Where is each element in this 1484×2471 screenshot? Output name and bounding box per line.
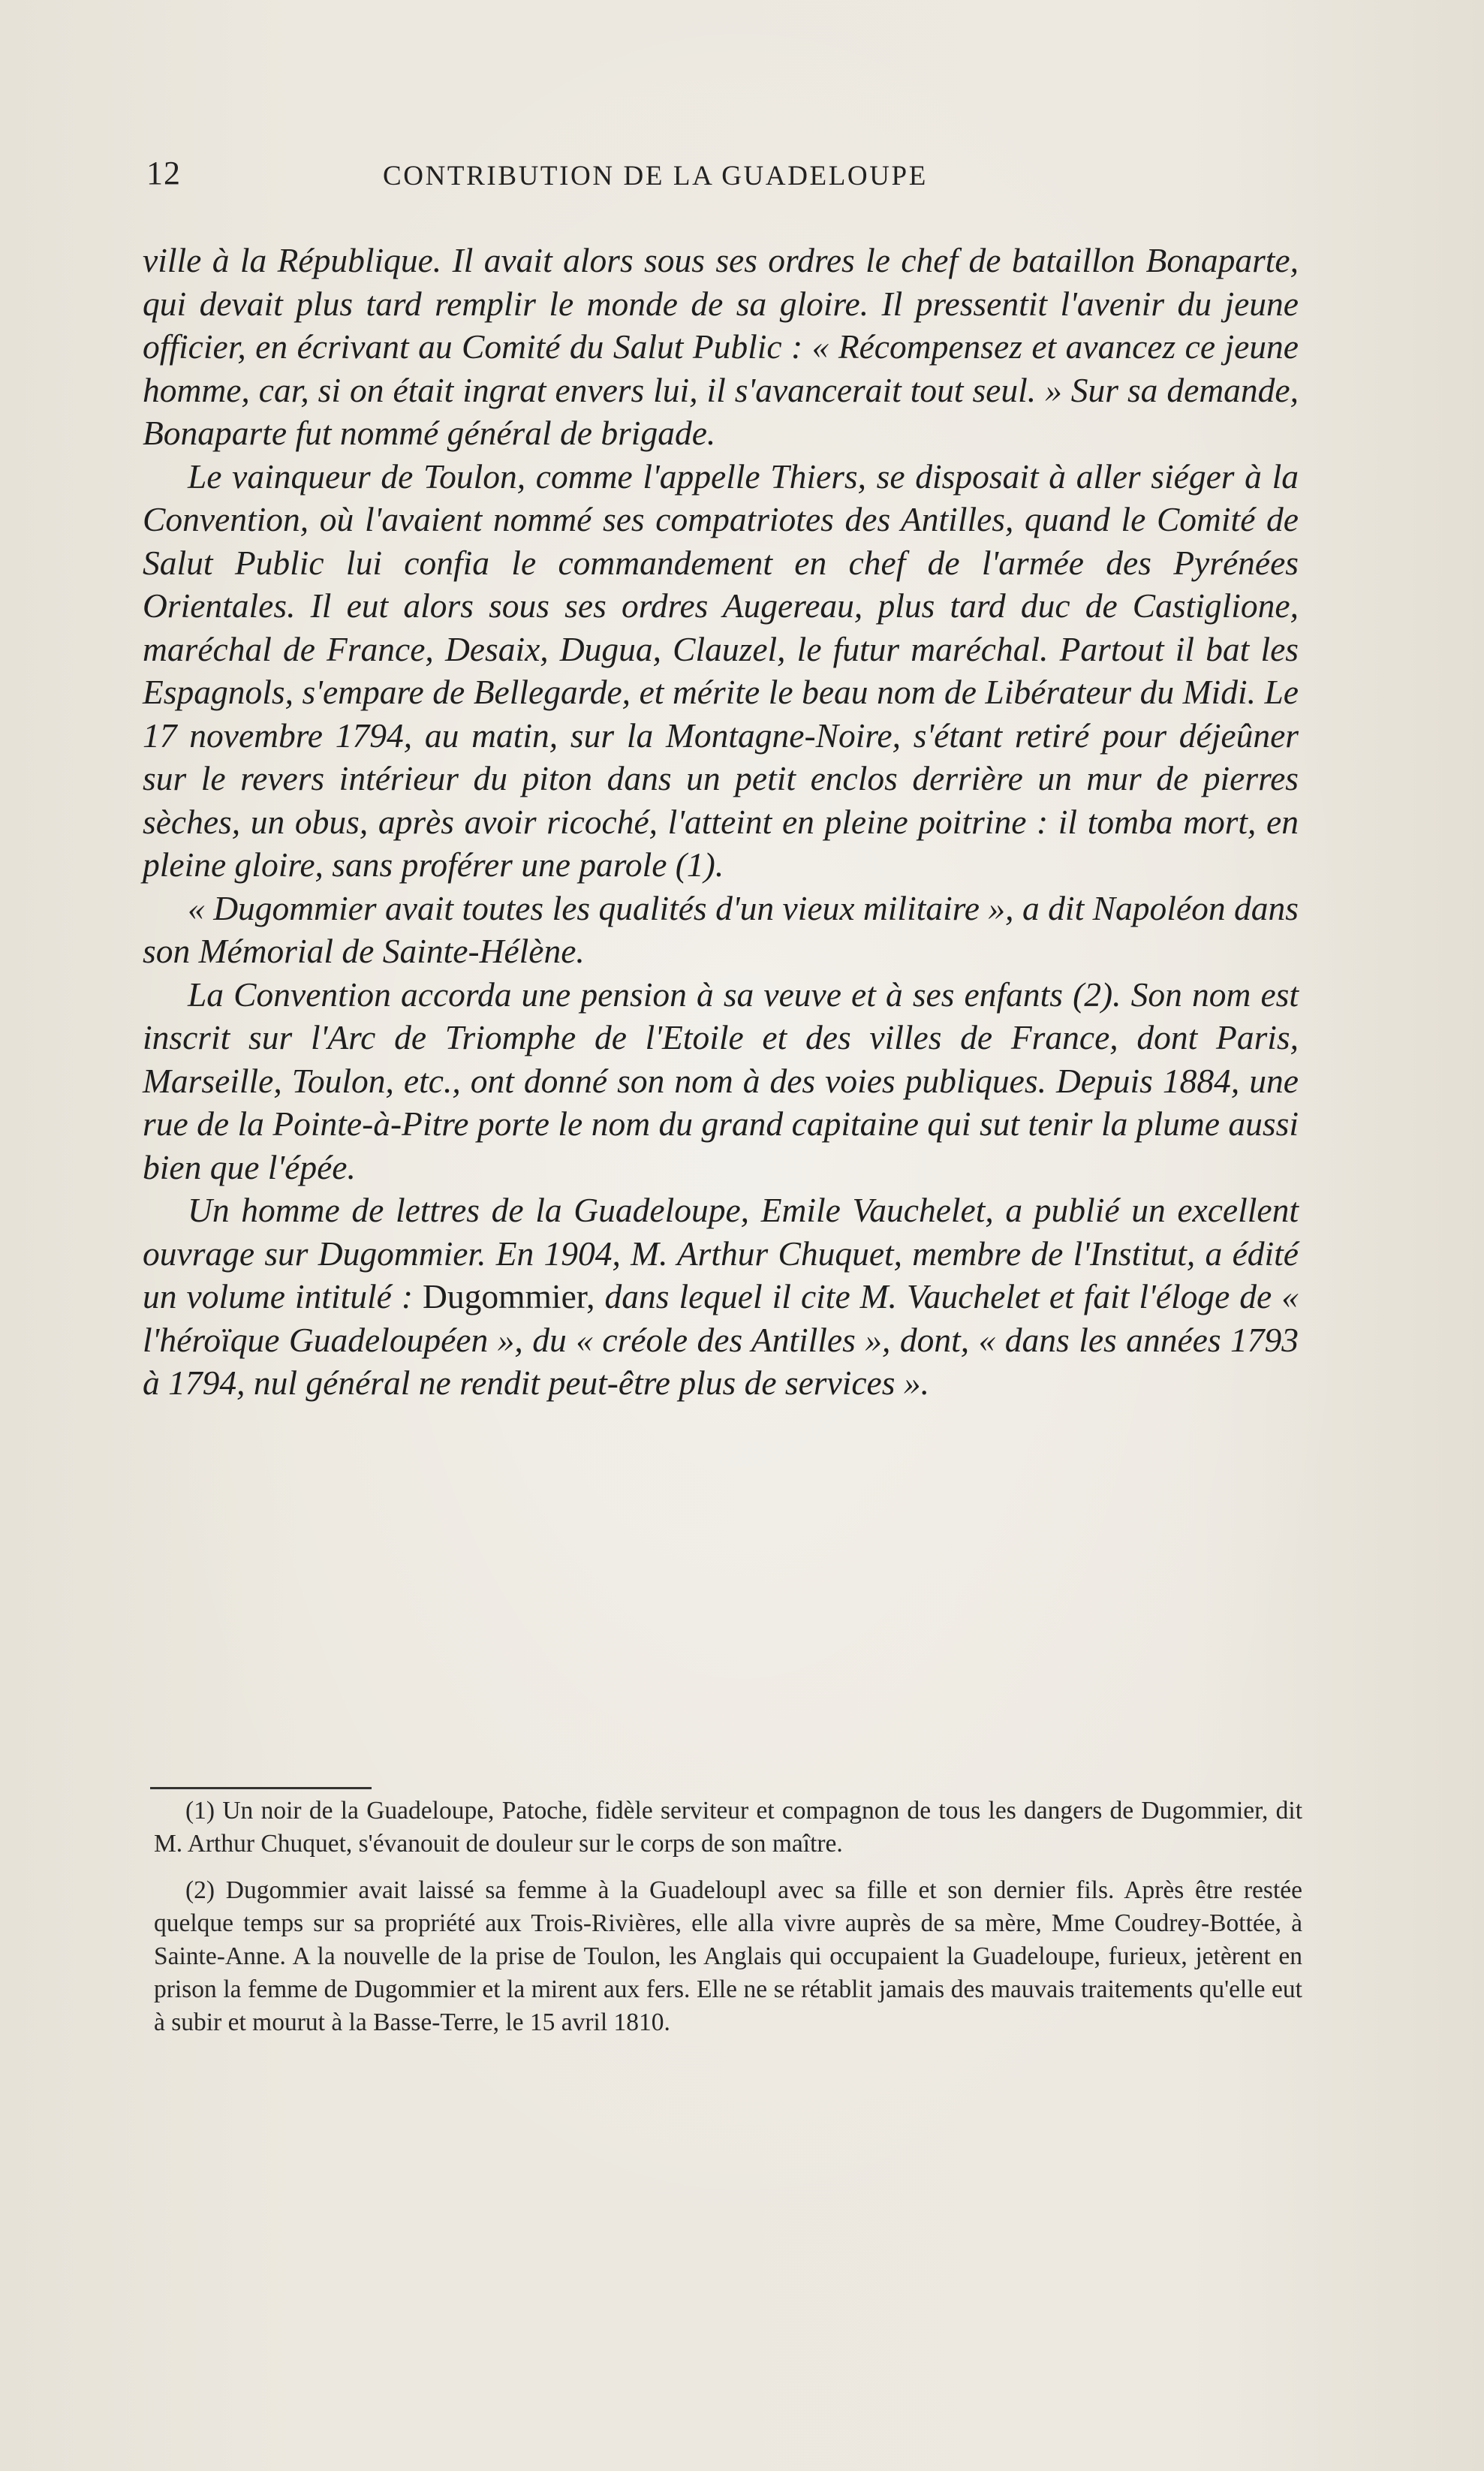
footnote-rule [150,1787,372,1789]
footnotes [154,1794,1302,2053]
page-header [146,154,1340,199]
paragraph-5-part-a: Un homme de lettres de la Guadeloupe, Emile Vauchelet, a publié un excellent ouvrage sur Dugommier. En 1904, M. Arthur Chuquet, membre de l'Institut, a édité un volume intitulé : [143,1191,1299,1315]
page-number: 12 [146,155,181,191]
paragraph-3: « Dugommier avait toutes les qualités d'un vieux militaire », a dit Napoléon dans son Mémorial de Sainte-Hélène. [143,888,1299,970]
book-title: Dugommier, [423,1277,595,1315]
paragraph-5-part-c: dans lequel il cite M. Vauchelet et fait l'éloge de « l'héroïque Guadeloupéen », du « créole des Antilles », dont, « dans les années 1793 à 1794, nul général ne rendit peut-être plus de services ». [143,1277,1299,1402]
body-text [143,239,1299,1405]
paragraph-2: Le vainqueur de Toulon, comme l'appelle Thiers, se disposait à aller siéger à la Convention, où l'avaient nommé ses compatriotes des Antilles, quand le Comité de Salut Public lui confia le commandement en chef de l'armée des Pyrénées Orientales. Il eut alors sous ses ordres Augereau, plus tard duc de Castiglione, maréchal de France, Desaix, Dugua, Clauzel, le futur maréchal. Partout il bat les Espagnols, s'empare de Bellegarde, et mérite le beau nom de Libérateur du Midi. Le 17 novembre 1794, au matin, sur la Montagne-Noire, s'étant retiré pour déjeûner sur le revers intérieur du piton dans un petit enclos derrière un mur de pierres sèches, un obus, après avoir ricoché, l'atteint en pleine poitrine : il tomba mort, en pleine gloire, sans proférer une parole (1). [143,457,1299,884]
footnote-1: (1) Un noir de la Guadeloupe, Patoche, fidèle serviteur et compagnon de tous les dangers de Dugommier, dit M. Arthur Chuquet, s'évanouit de douleur sur le corps de son maître. [154,1797,1302,1858]
paragraph-4: La Convention accorda une pension à sa veuve et à ses enfants (2). Son nom est inscrit sur l'Arc de Triomphe de l'Etoile et des villes de France, dont Paris, Marseille, Toulon, etc., ont donné son nom à des voies publiques. Depuis 1884, une rue de la Pointe-à-Pitre porte le nom du grand capitaine qui sut tenir la plume aussi bien que l'épée. [143,975,1299,1186]
paragraph-1: ville à la République. Il avait alors sous ses ordres le chef de bataillon Bonaparte, qui devait plus tard remplir le monde de sa gloire. Il pressentit l'avenir du jeune officier, en écrivant au Comité du Salut Public : « Récompensez et avancez ce jeune homme, car, si on était ingrat envers lui, il s'avancerait tout seul. » Sur sa demande, Bonaparte fut nommé général de brigade. [143,241,1299,452]
footnote-2: (2) Dugommier avait laissé sa femme à la Guadeloupl avec sa fille et son dernier fils. Après être restée quelque temps sur sa propriété aux Trois-Rivières, elle alla vivre auprès de sa mère, Mme Coudrey-Bottée, à Sainte-Anne. A la nouvelle de la prise de Toulon, les Anglais qui occupaient la Guadeloupe, furieux, jetèrent en prison la femme de Dugommier et la mirent aux fers. Elle ne se rétablit jamais des mauvais traitements qu'elle eut à subir et mourut à la Basse-Terre, le 15 avril 1810. [154,1876,1302,2036]
paragraph-5 [143,1189,1299,1405]
running-head: CONTRIBUTION DE LA GUADELOUPE [383,161,928,191]
